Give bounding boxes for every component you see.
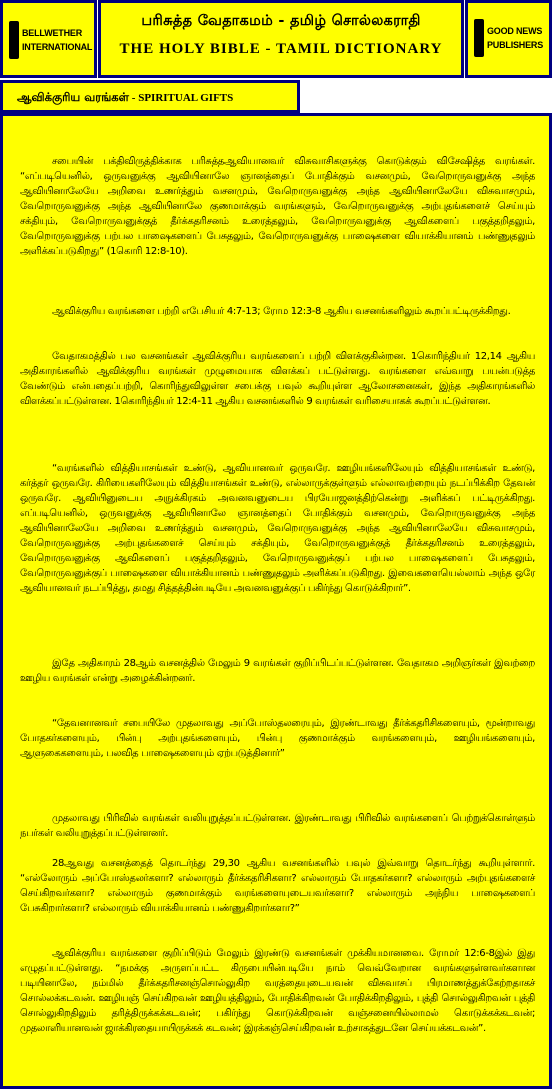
- logo-right-line1: GOOD NEWS: [487, 26, 543, 36]
- title-panel: [98, 0, 464, 78]
- paragraph-6: “தேவனானவர் சபையிலே முதலாவது அப்போஸ்தலரையும், இரண்டாவது தீர்க்கதரிசிகளையும், மூன்றாவது போதகர்களையும், பின்பு அற்புதங்களையும், பின்பு குணமாக்கும் வரங்களையும், ஊழியங்களையும், ஆளுகைகளையும், பலவித பாஷைகளையும் ஏற்படுத்தினார்”: [20, 718, 535, 759]
- logo-figure-icon: [9, 21, 19, 59]
- section-header: [0, 80, 300, 113]
- section-title-english: SPIRITUAL GIFTS: [138, 92, 234, 104]
- section-title-separator: -: [129, 92, 139, 104]
- paragraph-1: சபையின் பக்திவிருத்திக்காக பரிசுத்தஆவியானவர் விசுவாசிகளுக்கு கொடுக்கும் விசேஷித்த வரங்கள். “எப்படியெனில், ஒருவனுக்கு ஆவியினாலே ஞானத்தைப் போதிக்கும் வசனமும், வேறொருவனுக்கு அந்த ஆவியினாலேயே அறிவை உணர்த்தும் வசனமும், வேறொருவனுக்கு அந்த ஆவியினாலேயே விசுவாசமும், வேறொருவனுக்கு அந்த ஆவியினாலே குணமாக்கும் வரங்களும், வேறொருவனுக்கு அற்புதங்களைச் செய்யும் சக்தியும், வேறொருவனுக்குத் தீர்க்கதரிசனம் உரைத்தலும், வேறொருவனுக்கு ஆவிகளைப் பகுத்தறிதலும், வேறொருவனுக்கு பற்பல பாஷைகளைப் பேசுதலும், வேறொருவனுக்கு பாஷைகளை வியாக்கியானம் பண்ணுதலும் அளிக்கப்படுகிறது” (1கொரி 12:8-10).: [20, 156, 535, 257]
- paragraph-3: வேதாகமத்தில் பல வசனங்கள் ஆவிக்குரிய வரங்களைப் பற்றி விளக்குகின்றன. 1கொரிந்தியர் 12,14 ஆகிய அதிகாரங்களில் ஆவிக்குரிய வரங்கள் முழுமையாக விளக்கப் பட்டுள்ளது. வரங்களை எவ்வாறு பயன்படுத்த வேண்டும் என்பதைப்பற்றி, கொரிந்துவிலுள்ள சபைக்கு பவுல் கூறியுள்ள ஆலோசனைகள், இந்த அதிகாரங்களில் விளக்கப்பட்டுள்ளன. 1கொரிந்தியர் 12:4-11 ஆகிய வசனங்களில் 9 வரங்கள் வரிசையாகக் கூறப்பட்டுள்ளன.: [20, 351, 535, 407]
- logo-right-line2: PUBLISHERS: [487, 40, 544, 50]
- logo-left-line1: BELLWETHER: [22, 28, 82, 38]
- page-title-english: THE HOLY BIBLE - TAMIL DICTIONARY: [119, 41, 443, 57]
- section-title-tamil: ஆவிக்குரிய வரங்கள்: [17, 90, 130, 104]
- bellwether-logo-panel: [0, 0, 97, 78]
- section-title: [17, 90, 233, 106]
- paragraph-4: “வரங்களில் வித்தியாசங்கள் உண்டு, ஆவியானவர் ஒருவரே. ஊழியங்களிலேயும் வித்தியாசங்கள் உண்டு, கர்த்தர் ஒருவரே. கிரியைகளிலேயும் வித்தியாசங்கள் உண்டு, எல்லாருக்குள்ளும் எல்லாவற்றையும் நடப்பிக்கிற தேவன் ஒருவரே. ஆவியினுடைய அநுக்கிரகம் அவனவனுடைய பிரயோஜனத்திற்கென்று அளிக்கப் பட்டிருக்கிறது. எப்படியெனில், ஒருவனுக்கு ஆவியினாலே ஞானத்தைப் போதிக்கும் வசனமும், வேறொருவனுக்கு அந்த ஆவியினாலேயே அறிவை உணர்த்தும் வசனமும், வேறொருவனுக்கு அந்த ஆவியினாலேயே விசுவாசமும், வேறொருவனுக்கு அற்புதங்களைச் செய்யும் சக்தியும், வேறொருவனுக்குத் தீர்க்கதரிசனம் உரைத்தலும், வேறொருவனுக்கு ஆவிகளைப் பகுத்தறிதலும், வேறொருவனுக்குப் பற்பல பாஷைகளைப் பேசுதலும், வேறொருவனுக்குப் பாஷைகளை வியாக்கியானம் பண்ணுதலும் அளிக்கப்படுகிறது. இவைகளையெல்லாம் அந்த ஒரே ஆவியானவர் நடப்பித்து, தமது சித்தத்தின்படியே அவனவனுக்குப் பகிர்ந்து கொடுக்கிறார்”.: [20, 463, 535, 594]
- paragraph-2: ஆவிக்குரிய வரங்களை பற்றி எபேசியர் 4:7-13; ரோம 12:3-8 ஆகிய வசனங்களிலும் கூறப்பட்டிருக்கிறது.: [52, 306, 511, 317]
- logo-figure-icon: [474, 19, 484, 57]
- paragraph-7: முதலாவது பிரிவில் வரங்கள் வலியுறுத்தப்பட்டுள்ளன. இரண்டாவது பிரிவில் வரங்களைப் பெற்றுக்கொள்ளும் நபர்கள் வலியுறுத்தப்பட்டுள்ளனர்.: [20, 813, 535, 839]
- paragraph-9: ஆவிக்குரிய வரங்களை குறிப்பிடும் மேலும் இரண்டு வசனங்கள் முக்கியமானவை. ரோமர் 12:6-8இல் இது எழுதப்பட்டுள்ளது. “நமக்கு அருளப்பட்ட கிருபையின்படியே நாம் வெவ்வேறான வரங்களுள்ளவர்களான படியினாலே, நம்மில் தீர்க்கதரிசனஞ்சொல்லுகிற வரத்தையுடையவன் விசுவாசப் பிரமாணத்துக்கேற்றதாகச் சொல்லக்கடவன். ஊழியஞ் செய்கிறவன் ஊழியத்திலும், போதிக்கிறவன் போதிக்கிறதிலும், புத்தி சொல்லுகிறவன் புத்தி சொல்லுகிறதிலும் தரித்திருக்கக்கடவன்; பகிர்ந்து கொடுக்கிறவன் வஞ்சனையில்லாமல் கொடுக்கக்கடவன்; முதலாளியானவன் ஜாக்கிரதையாயிருக்கக் கடவன்; இரக்கஞ்செய்கிறவன் உற்சாகத்துடனே செய்யக்கடவன்”.: [20, 948, 535, 1034]
- paragraph-8: 28ஆவது வசனத்தைத் தொடர்ந்து 29,30 ஆகிய வசனங்களில் பவுல் இவ்வாறு தொடர்ந்து கூறியுள்ளார். “எல்லோரும் அப்போஸ்தலர்களா? எல்லாரும் தீர்க்கதரிசிகளா? எல்லாரும் போதகர்களா? எல்லாரும் அற்புதங்களைச் செய்கிறவர்களா? எல்லாரும் குணமாக்கும் வரங்களையுடையவர்களா? எல்லாரும் அந்நிய பாஷைகளைப் பேசுகிறார்களா? எல்லாரும் வியாக்கியானம் பண்ணுகிறார்களா?”: [20, 858, 535, 914]
- good-news-logo: [474, 19, 543, 57]
- good-news-logo-panel: [465, 0, 552, 78]
- page-title-tamil: பரிசுத்த வேதாகமம் - தமிழ் சொல்லகராதி: [141, 13, 421, 29]
- paragraph-5: இதே அதிகாரம் 28ஆம் வசனத்தில் மேலும் 9 வரங்கள் குறிப்பிடப்பட்டுள்ளன. வேதாகம அறிஞர்கள் இவற்றை ஊழிய வரங்கள் என்று அழைக்கின்றனர்.: [20, 658, 535, 684]
- logo-left-line2: INTERNATIONAL: [22, 42, 93, 52]
- article-body: [0, 113, 552, 1089]
- bellwether-logo: [9, 21, 92, 59]
